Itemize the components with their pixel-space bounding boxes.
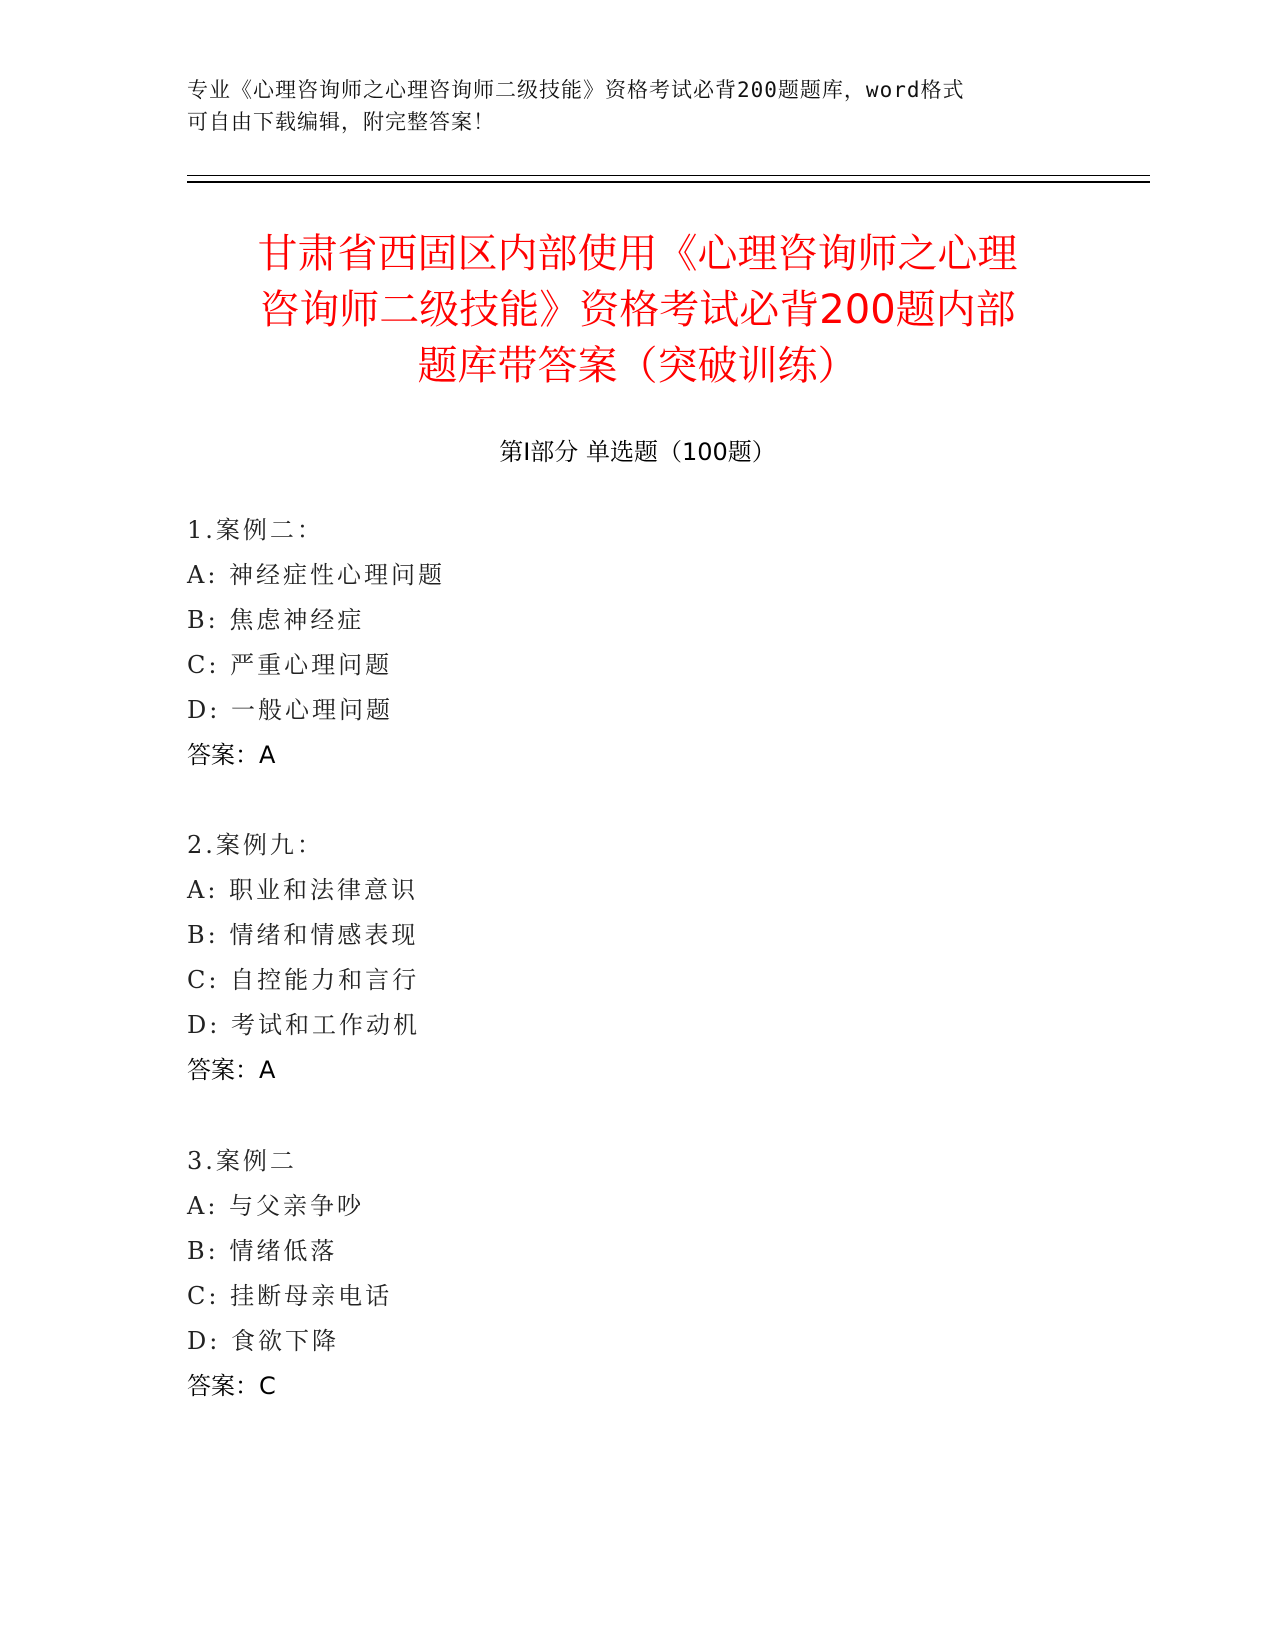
document-title-line-3: 题库带答案（突破训练） (417, 343, 858, 389)
header-note-line-1: 专业《心理咨询师之心理咨询师二级技能》资格考试必背200题题库，word格式 (187, 78, 965, 102)
option-d: D: 食欲下降 (187, 1327, 339, 1355)
answer-line: 答案：C (187, 1372, 276, 1400)
option-d: D: 一般心理问题 (187, 696, 393, 724)
question-stem: 2.案例九： (187, 831, 324, 859)
question-3 (187, 1139, 1087, 1409)
answer-line: 答案：A (187, 741, 276, 769)
option-c: C: 挂断母亲电话 (187, 1282, 393, 1310)
document-title-line-2: 咨询师二级技能》资格考试必背200题内部 (259, 287, 1016, 333)
section-heading: 第Ⅰ部分 单选题（100题） (499, 438, 776, 466)
option-a: A: 神经症性心理问题 (187, 561, 446, 589)
question-1 (187, 508, 1087, 778)
option-a: A: 与父亲争吵 (187, 1192, 365, 1220)
option-c: C: 严重心理问题 (187, 651, 393, 679)
header-note (187, 74, 1087, 138)
document-title-line-1: 甘肃省西固区内部使用《心理咨询师之心理 (257, 231, 1018, 277)
option-a: A: 职业和法律意识 (187, 876, 419, 904)
option-b: B: 情绪低落 (187, 1237, 338, 1265)
header-note-line-2: 可自由下载编辑，附完整答案！ (187, 110, 495, 134)
option-d: D: 考试和工作动机 (187, 1011, 420, 1039)
option-c: C: 自控能力和言行 (187, 966, 420, 994)
question-2 (187, 823, 1087, 1093)
header-rule-thick (187, 181, 1150, 183)
question-stem: 3.案例二 (187, 1147, 297, 1175)
answer-line: 答案：A (187, 1056, 276, 1084)
option-b: B: 焦虑神经症 (187, 606, 365, 634)
header-rule-thin (187, 175, 1150, 176)
question-stem: 1.案例二： (187, 516, 324, 544)
option-b: B: 情绪和情感表现 (187, 921, 419, 949)
document-title (150, 226, 1125, 394)
